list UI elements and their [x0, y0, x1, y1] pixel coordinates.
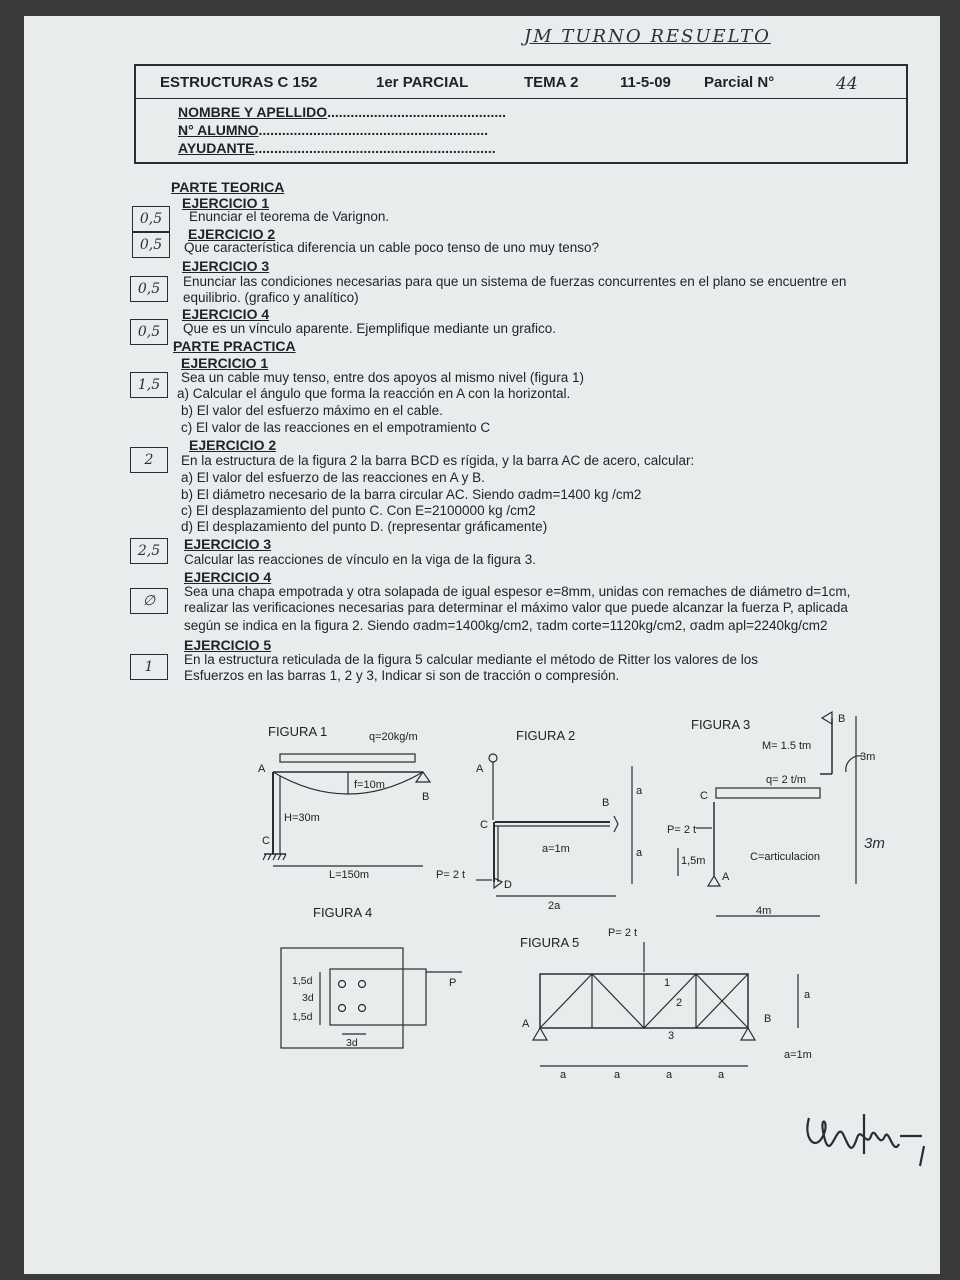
assistant-label: AYUDANTE	[178, 140, 255, 156]
teorica-ex1-title: EJERCICIO 1	[182, 195, 270, 211]
fig3-label-M: M= 1.5 tm	[762, 740, 812, 752]
assistant-dots: ..............................................................	[254, 140, 496, 156]
score-box: 1	[130, 654, 168, 680]
name-label: NOMBRE Y APELLIDO	[178, 104, 328, 120]
fig3-support-B	[822, 712, 832, 724]
fig1-label-f: f=10m	[354, 779, 385, 791]
fig3-frame-upper	[820, 718, 832, 774]
fig3-label-h: 1,5m	[681, 855, 706, 867]
fig3-label-A: A	[722, 871, 730, 883]
fig3-label-B: B	[838, 713, 846, 725]
figures	[24, 16, 940, 1274]
exercise-text: En la estructura reticulada de la figura 5 calcular mediante el método de Ritter los valores de los	[184, 652, 759, 667]
fig1-label-C: C	[262, 835, 270, 847]
figure-2	[436, 728, 643, 912]
fig5-title: FIGURA 5	[520, 935, 580, 950]
exercise-text: a) Calcular el ángulo que forma la reacción en A con la horizontal.	[177, 386, 571, 401]
exercise-text: Calcular las reacciones de vínculo en la viga de la figura 3.	[184, 552, 536, 567]
fig4-label-d4: 3d	[346, 1037, 358, 1049]
section-title-teorica: PARTE TEORICA	[171, 179, 285, 195]
fig2-support-D	[494, 878, 502, 888]
exercise-text: Enunciar las condiciones necesarias para que un sistema de fuerzas concurrentes en el plano se encuentre en	[183, 274, 847, 289]
fig1-label-B: B	[422, 791, 430, 803]
fig5-span-label: a	[560, 1069, 567, 1081]
fig1-title: FIGURA 1	[268, 724, 328, 739]
fig5-label-a: a	[804, 989, 811, 1001]
score-box: 0,5	[130, 319, 168, 345]
fig5-span-label: a	[666, 1069, 673, 1081]
practica-ex1-title: EJERCICIO 1	[181, 355, 269, 371]
fig1-label-L: L=150m	[329, 869, 370, 881]
practica-ex4-title: EJERCICIO 4	[184, 569, 272, 585]
rivet	[339, 1005, 346, 1012]
score-box: ∅	[130, 588, 168, 614]
exercise-text: según se indica en la figura 2. Siendo σadm=1400kg/cm2, τadm corte=1120kg/cm2, σadm apl=2240kg/cm2	[184, 618, 828, 633]
teorica-ex3-title: EJERCICIO 3	[182, 258, 270, 274]
exercise-text: Que característica diferencia un cable poco tenso de uno muy tenso?	[184, 240, 599, 255]
fig5-bar-1: 1	[664, 977, 671, 989]
figure-3	[667, 712, 885, 917]
fig2-label-2a: 2a	[548, 900, 561, 912]
score-box: 2,5	[130, 538, 168, 564]
fig2-label-P: P= 2 t	[436, 869, 466, 881]
fig5-span-label: a	[614, 1069, 621, 1081]
score-box: 1,5	[130, 372, 168, 398]
figure-4	[281, 905, 462, 1049]
fig1-q: q=20kg/m	[369, 731, 418, 743]
practica-ex2-title: EJERCICIO 2	[189, 437, 277, 453]
practica-ex5-title: EJERCICIO 5	[184, 637, 272, 653]
fig3-label-3m: 3m	[860, 751, 876, 763]
rivet	[359, 981, 366, 988]
student-number-label: N° ALUMNO	[178, 122, 259, 138]
fig3-label-P: P= 2 t	[667, 824, 697, 836]
fig2-support-B	[614, 816, 618, 832]
fig2-label-a1m: a=1m	[542, 843, 570, 855]
exercise-text: Esfuerzos en las barras 1, 2 y 3, Indicar si son de tracción o compresión.	[184, 668, 620, 683]
score-box: 0,5	[130, 276, 168, 302]
fig4-label-d1: 1,5d	[292, 975, 313, 987]
section-title-practica: PARTE PRACTICA	[173, 338, 296, 354]
signature	[24, 16, 924, 1166]
exercise-text: d) El desplazamiento del punto D. (representar gráficamente)	[181, 519, 548, 534]
fig4-label-P: P	[449, 977, 457, 989]
parcial-number-label: Parcial N°	[704, 74, 775, 91]
name-dots: ..............................................	[327, 104, 507, 120]
course-name: ESTRUCTURAS C 152	[160, 74, 318, 91]
fig3-label-q: q= 2 t/m	[766, 774, 807, 786]
fig3-load-strip	[716, 788, 820, 798]
score-box: 2	[130, 447, 168, 473]
tema-label: TEMA 2	[524, 74, 579, 91]
signature-stroke	[807, 1114, 924, 1166]
signature-text: firma	[24, 16, 27, 17]
fig4-title: FIGURA 4	[313, 905, 373, 920]
fig3-label-C: C	[700, 790, 708, 802]
exercise-text: b) El valor del esfuerzo máximo en el cable.	[181, 403, 443, 418]
fig2-label-D: D	[504, 879, 512, 891]
handwritten-note: JM TURNO RESUELTO	[524, 26, 771, 47]
fig5-bar-3: 3	[668, 1030, 675, 1042]
exercise-text: b) El diámetro necesario de la barra circular AC. Siendo σadm=1400 kg /cm2	[181, 487, 642, 502]
teorica-ex4-title: EJERCICIO 4	[182, 306, 270, 322]
fig1-label-H: H=30m	[284, 812, 320, 824]
fig4-label-d3: 1,5d	[292, 1011, 313, 1023]
fig4-plate-lap	[330, 969, 426, 1025]
fig5-bar-2: 2	[676, 997, 683, 1009]
fig1-load-strip	[280, 754, 415, 762]
fig2-label-a-bot: a	[636, 847, 643, 859]
fig4-label-d2: 3d	[302, 992, 314, 1004]
fig3-title: FIGURA 3	[691, 717, 751, 732]
fig4-plate-fixed	[281, 948, 403, 1048]
fig2-label-C: C	[480, 819, 488, 831]
teorica-ex2-title: EJERCICIO 2	[188, 226, 276, 242]
figure-5	[520, 927, 812, 1081]
exercise-text: Que es un vínculo aparente. Ejemplifique mediante un grafico.	[183, 321, 556, 336]
fig2-label-a-top: a	[636, 785, 643, 797]
figure-1	[258, 724, 430, 881]
fig5-support-B	[741, 1028, 755, 1040]
exam-sheet	[24, 16, 940, 1274]
fig2-label-B: B	[602, 797, 610, 809]
fig5-support-A	[533, 1028, 547, 1040]
fig5-label-A: A	[522, 1018, 530, 1030]
score-box: 0,5	[132, 206, 170, 232]
fig5-span-label: a	[718, 1069, 725, 1081]
fig3-label-art: C=articulacion	[750, 851, 821, 863]
practica-ex3-title: EJERCICIO 3	[184, 536, 272, 552]
exercise-text: c) El valor de las reacciones en el empotramiento C	[181, 420, 491, 435]
parcial-label: 1er PARCIAL	[376, 74, 469, 91]
fig1-label-A: A	[258, 763, 266, 775]
parcial-number: 44	[836, 74, 858, 94]
fig5-label-B: B	[764, 1013, 772, 1025]
exercise-text: a) El valor del esfuerzo de las reacciones en A y B.	[181, 470, 485, 485]
fig2-title: FIGURA 2	[516, 728, 576, 743]
exercise-text: realizar las verificaciones necesarias para determinar el máximo valor que puede alcanzar la fuerza P, aplicada	[184, 600, 848, 615]
fig3-label-4m: 4m	[756, 905, 772, 917]
exercise-text: Enunciar el teorema de Varignon.	[189, 209, 390, 224]
exercise-text: En la estructura de la figura 2 la barra BCD es rígida, y la barra AC de acero, calcular:	[181, 453, 695, 468]
fig3-label-3m-handwritten: 3m	[864, 835, 885, 852]
rivet	[359, 1005, 366, 1012]
exercise-text: Sea un cable muy tenso, entre dos apoyos al mismo nivel (figura 1)	[181, 370, 584, 385]
student-number-dots: ...........................................................	[258, 122, 489, 138]
fig2-label-A: A	[476, 763, 484, 775]
exam-date: 11-5-09	[620, 74, 671, 91]
exercise-text: c) El desplazamiento del punto C. Con E=2100000 kg /cm2	[181, 503, 536, 518]
fig3-support-A	[708, 876, 720, 886]
score-box: 0,5	[132, 232, 170, 258]
fig5-label-a1m: a=1m	[784, 1049, 812, 1061]
exercise-text: equilibrio. (grafico y analítico)	[183, 290, 359, 305]
fig2-pin-A	[489, 754, 497, 762]
exercise-text: Sea una chapa empotrada y otra solapada de igual espesor e=8mm, unidas con remaches de diámetro d=1cm,	[184, 584, 851, 599]
fig5-label-P: P= 2 t	[608, 927, 638, 939]
fig1-support-B	[416, 772, 430, 782]
rivet	[339, 981, 346, 988]
fig1-hatch	[263, 854, 286, 860]
